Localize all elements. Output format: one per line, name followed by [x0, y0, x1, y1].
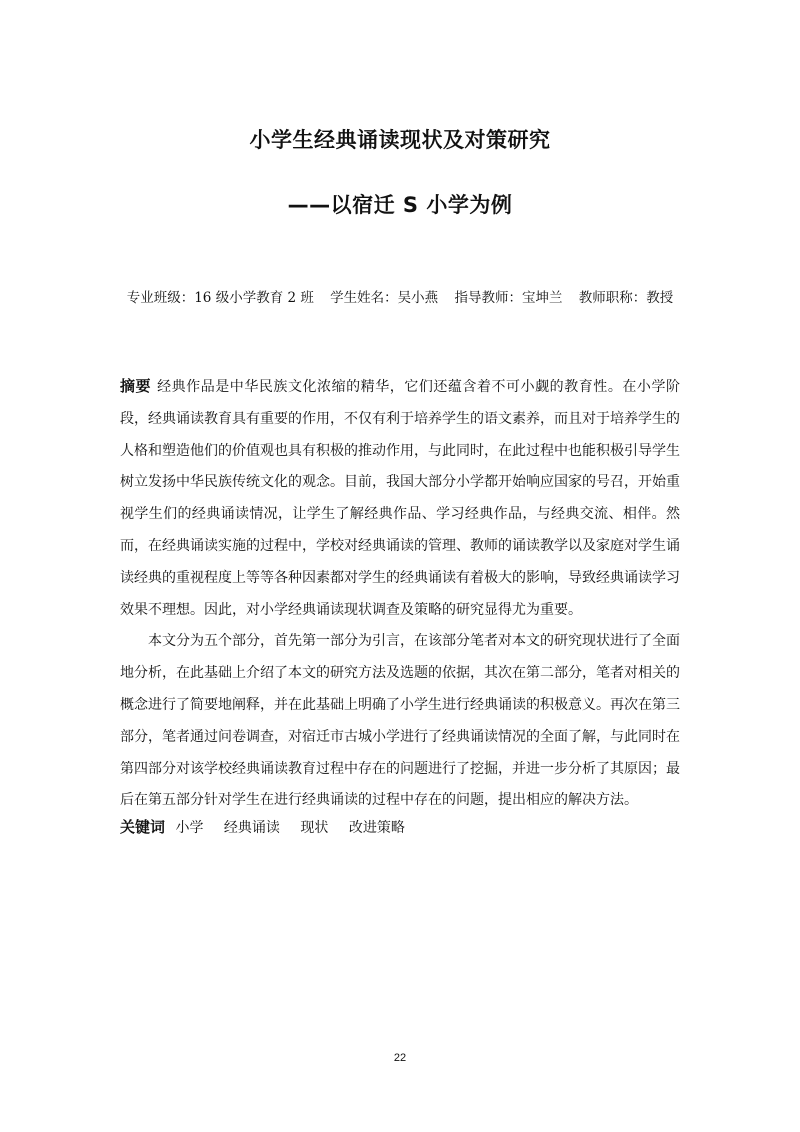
- keywords-line: [120, 816, 680, 837]
- keyword-item: 经典诵读: [223, 820, 280, 836]
- keyword-item: 小学: [175, 820, 204, 836]
- author-info-line: [0, 286, 800, 306]
- keywords-label: 关键词: [120, 818, 166, 836]
- class-info: 专业班级：16 级小学教育 2 班: [126, 290, 314, 306]
- advisor-title-info: 教师职称：教授: [578, 290, 674, 306]
- abstract-paragraph-2: 本文分为五个部分，首先第一部分为引言，在该部分笔者对本文的研究现状进行了全面地分析，在此基础上介绍了本文的研究方法及选题的依据，其次在第二部分，笔者对相关的概念进行了简要地阐释，并在此基础上明确了小学生进行经典诵读的积极意义。再次在第三部分，笔者通过问卷调查，对宿迁市古城小学进行了经典诵读情况的全面了解，与此同时在第四部分对该学校经典诵读教育过程中存在的问题进行了挖掘，并进一步分析了其原因；最后在第五部分针对学生在进行经典诵读的过程中存在的问题，提出相应的解决方法。: [120, 633, 680, 809]
- abstract-paragraph-1-text: 经典作品是中华民族文化浓缩的精华，它们还蕴含着不可小觑的教育性。在小学阶段，经典诵读教育具有重要的作用，不仅有利于培养学生的语文素养，而且对于培养学生的人格和塑造他们的价值观也具有积极的推动作用，与此同时，在此过程中也能积极引导学生树立发扬中华民族传统文化的观念。目前，我国大部分小学都开始响应国家的号召，开始重视学生们的经典诵读情况，让学生了解经典作品、学习经典作品，与经典交流、相伴。然而，在经典诵读实施的过程中，学校对经典诵读的管理、教师的诵读教学以及家庭对学生诵读经典的重视程度上等等各种因素都对学生的经典诵读有着极大的影响，导致经典诵读学习效果不理想。因此，对小学经典诵读现状调查及策略的研究显得尤为重要。: [120, 379, 680, 618]
- document-subtitle: ——以宿迁 S 小学为例: [287, 193, 513, 217]
- abstract-paragraph-1: [120, 371, 680, 626]
- keyword-item: 改进策略: [348, 820, 405, 836]
- abstract-section: [120, 371, 680, 817]
- page-number: 22: [393, 1052, 407, 1064]
- document-title: 小学生经典诵读现状及对策研究: [249, 128, 551, 152]
- abstract-label: 摘要: [120, 377, 152, 395]
- student-name-info: 学生姓名：吴小燕: [330, 290, 439, 306]
- advisor-info: 指导教师：宝坤兰: [454, 290, 563, 306]
- keyword-item: 现状: [300, 820, 329, 836]
